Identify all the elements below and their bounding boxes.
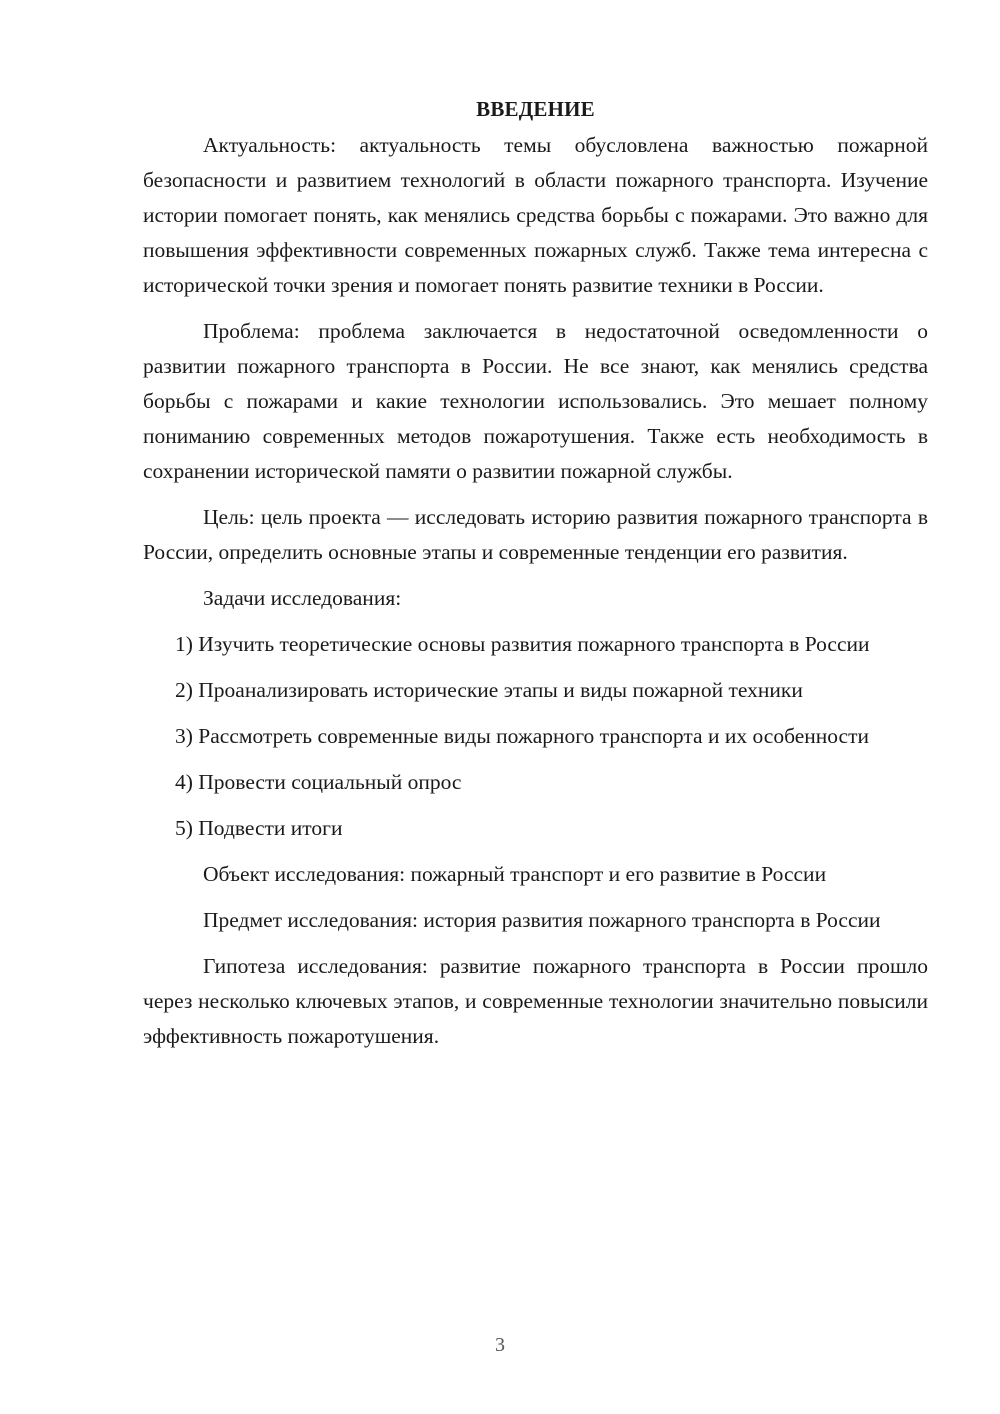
page-number: 3 bbox=[495, 1334, 505, 1356]
task-item-4: 4) Провести социальный опрос bbox=[175, 770, 462, 794]
task-item-5: 5) Подвести итоги bbox=[175, 816, 343, 840]
task-item-2: 2) Проанализировать исторические этапы и виды пожарной техники bbox=[175, 678, 803, 702]
paragraph-subject: Предмет исследования: история развития пожарного транспорта в России bbox=[203, 908, 881, 932]
paragraph-hypothesis: Гипотеза исследования: развитие пожарного транспорта в России прошло через несколько ключевых этапов, и современные технологии значительно повысили эффективность пожаротушения. bbox=[143, 954, 928, 1048]
document-page bbox=[143, 92, 928, 1065]
task-item-1: 1) Изучить теоретические основы развития пожарного транспорта в России bbox=[175, 632, 870, 656]
paragraph-goal: Цель: цель проекта — исследовать историю развития пожарного транспорта в России, определить основные этапы и современные тенденции его развития. bbox=[143, 505, 928, 564]
paragraph-relevance: Актуальность: актуальность темы обусловлена важностью пожарной безопасности и развитием технологий в области пожарного транспорта. Изучение истории помогает понять, как менялись средства борьбы с пожарами. Это важно для повышения эффективности современных пожарных служб. Также тема интересна с исторической точки зрения и помогает понять развитие техники в России. bbox=[143, 133, 928, 297]
paragraph-problem: Проблема: проблема заключается в недостаточной осведомленности о развитии пожарного транспорта в России. Не все знают, как менялись средства борьбы с пожарами и какие технологии использовались. Это мешает полному пониманию современных методов пожаротушения. Также есть необходимость в сохранении исторической памяти о развитии пожарной службы. bbox=[143, 319, 928, 483]
task-item-3: 3) Рассмотреть современные виды пожарного транспорта и их особенности bbox=[175, 724, 870, 748]
section-title: ВВЕДЕНИЕ bbox=[476, 97, 595, 121]
paragraph-object: Объект исследования: пожарный транспорт и его развитие в России bbox=[203, 862, 827, 886]
tasks-heading: Задачи исследования: bbox=[203, 586, 402, 610]
